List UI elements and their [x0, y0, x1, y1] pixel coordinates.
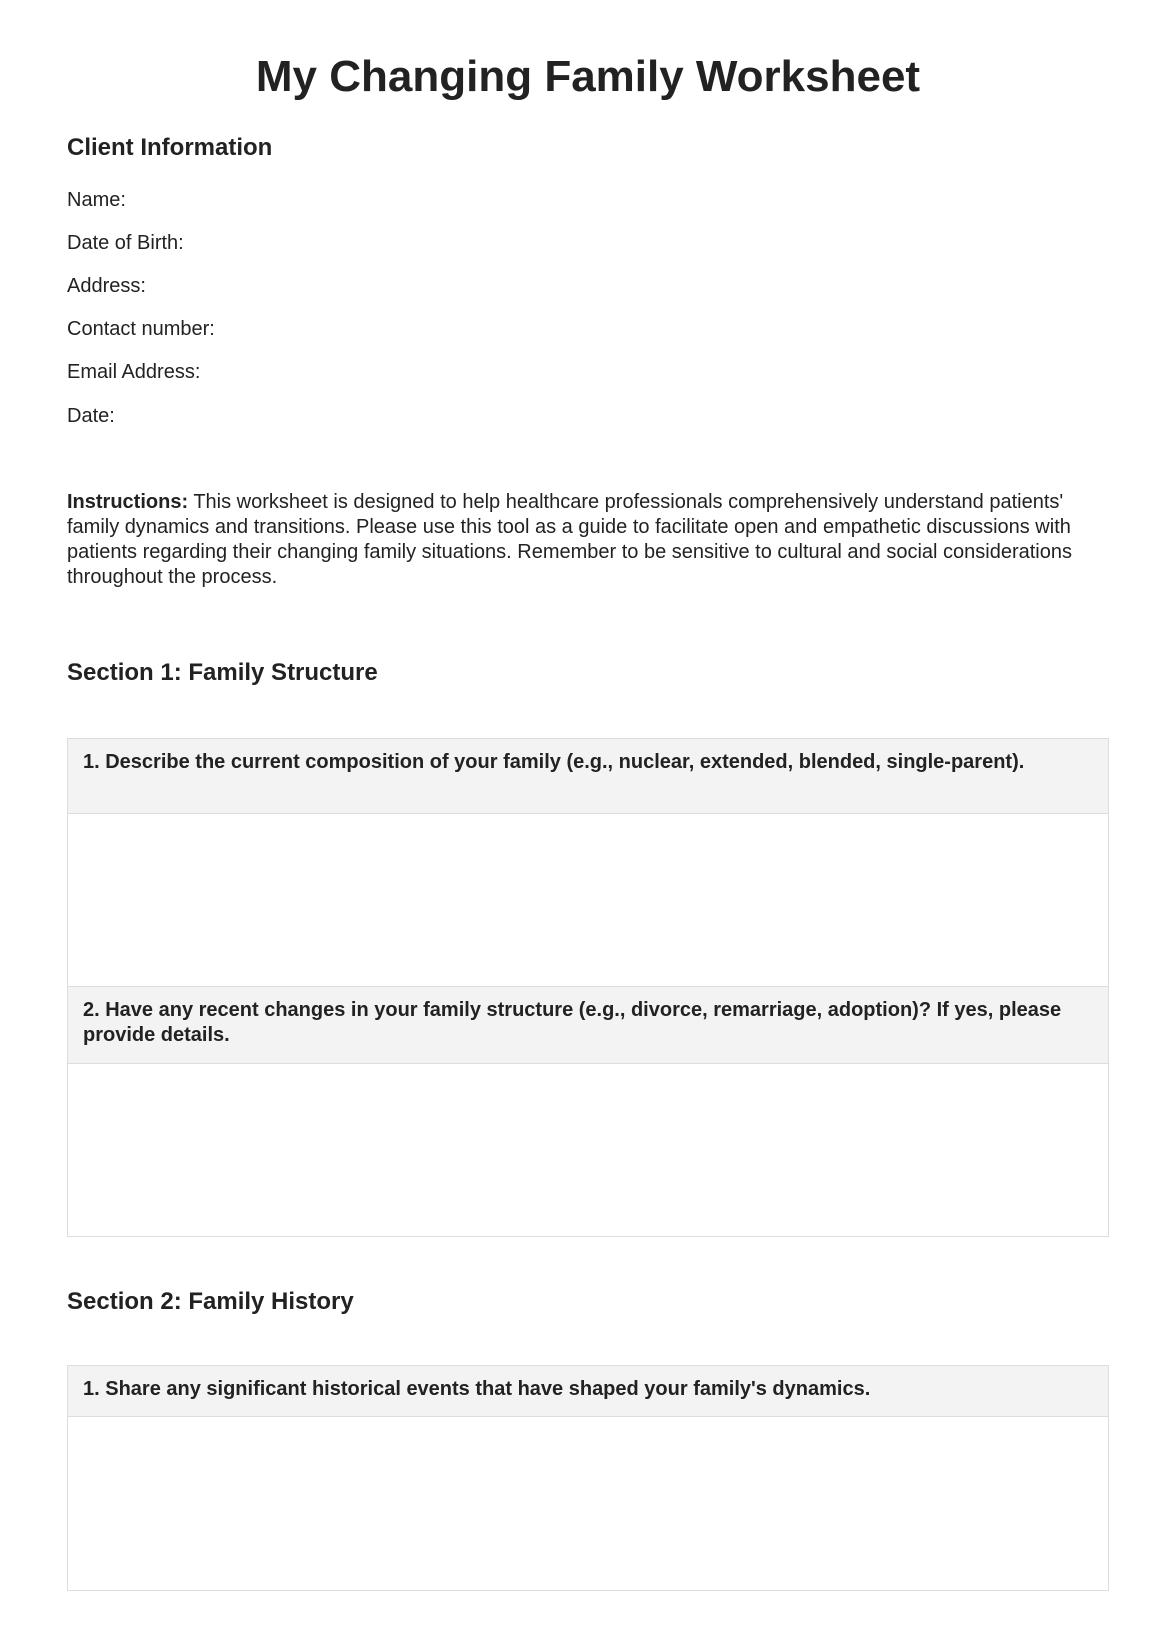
section-2-heading: Section 2: Family History: [67, 1288, 354, 1315]
name-field-label: Name:: [67, 189, 126, 211]
email-field-label: Email Address:: [67, 361, 201, 383]
answer-box[interactable]: [68, 1417, 1108, 1590]
client-info-heading: Client Information: [67, 134, 273, 161]
dob-field-label: Date of Birth:: [67, 232, 184, 254]
answer-box[interactable]: [68, 1064, 1108, 1236]
answer-box[interactable]: [68, 814, 1108, 987]
instructions-label: Instructions:: [67, 491, 189, 513]
contact-field-label: Contact number:: [67, 318, 215, 340]
date-field-label: Date:: [67, 405, 115, 427]
question-header: 1. Describe the current composition of your family (e.g., nuclear, extended, blended, single-parent).: [68, 739, 1108, 814]
section-2-table: [67, 1365, 1109, 1591]
question-header: 1. Share any significant historical events that have shaped your family's dynamics.: [68, 1366, 1108, 1417]
question-header: 2. Have any recent changes in your family structure (e.g., divorce, remarriage, adoption)? If yes, please provide details.: [68, 987, 1108, 1064]
section-1-heading: Section 1: Family Structure: [67, 659, 378, 686]
section-1-table: [67, 738, 1109, 1237]
address-field-label: Address:: [67, 275, 146, 297]
instructions-text: This worksheet is designed to help healthcare professionals comprehensively understand patients' family dynamics and transitions. Please use this tool as a guide to facilitate open and empathetic discussions with patients regarding their changing family situations. Remember to be sensitive to cultural and social considerations throughout the process.: [67, 491, 1072, 588]
page-title: My Changing Family Worksheet: [255, 52, 921, 101]
instructions: [67, 490, 1112, 590]
